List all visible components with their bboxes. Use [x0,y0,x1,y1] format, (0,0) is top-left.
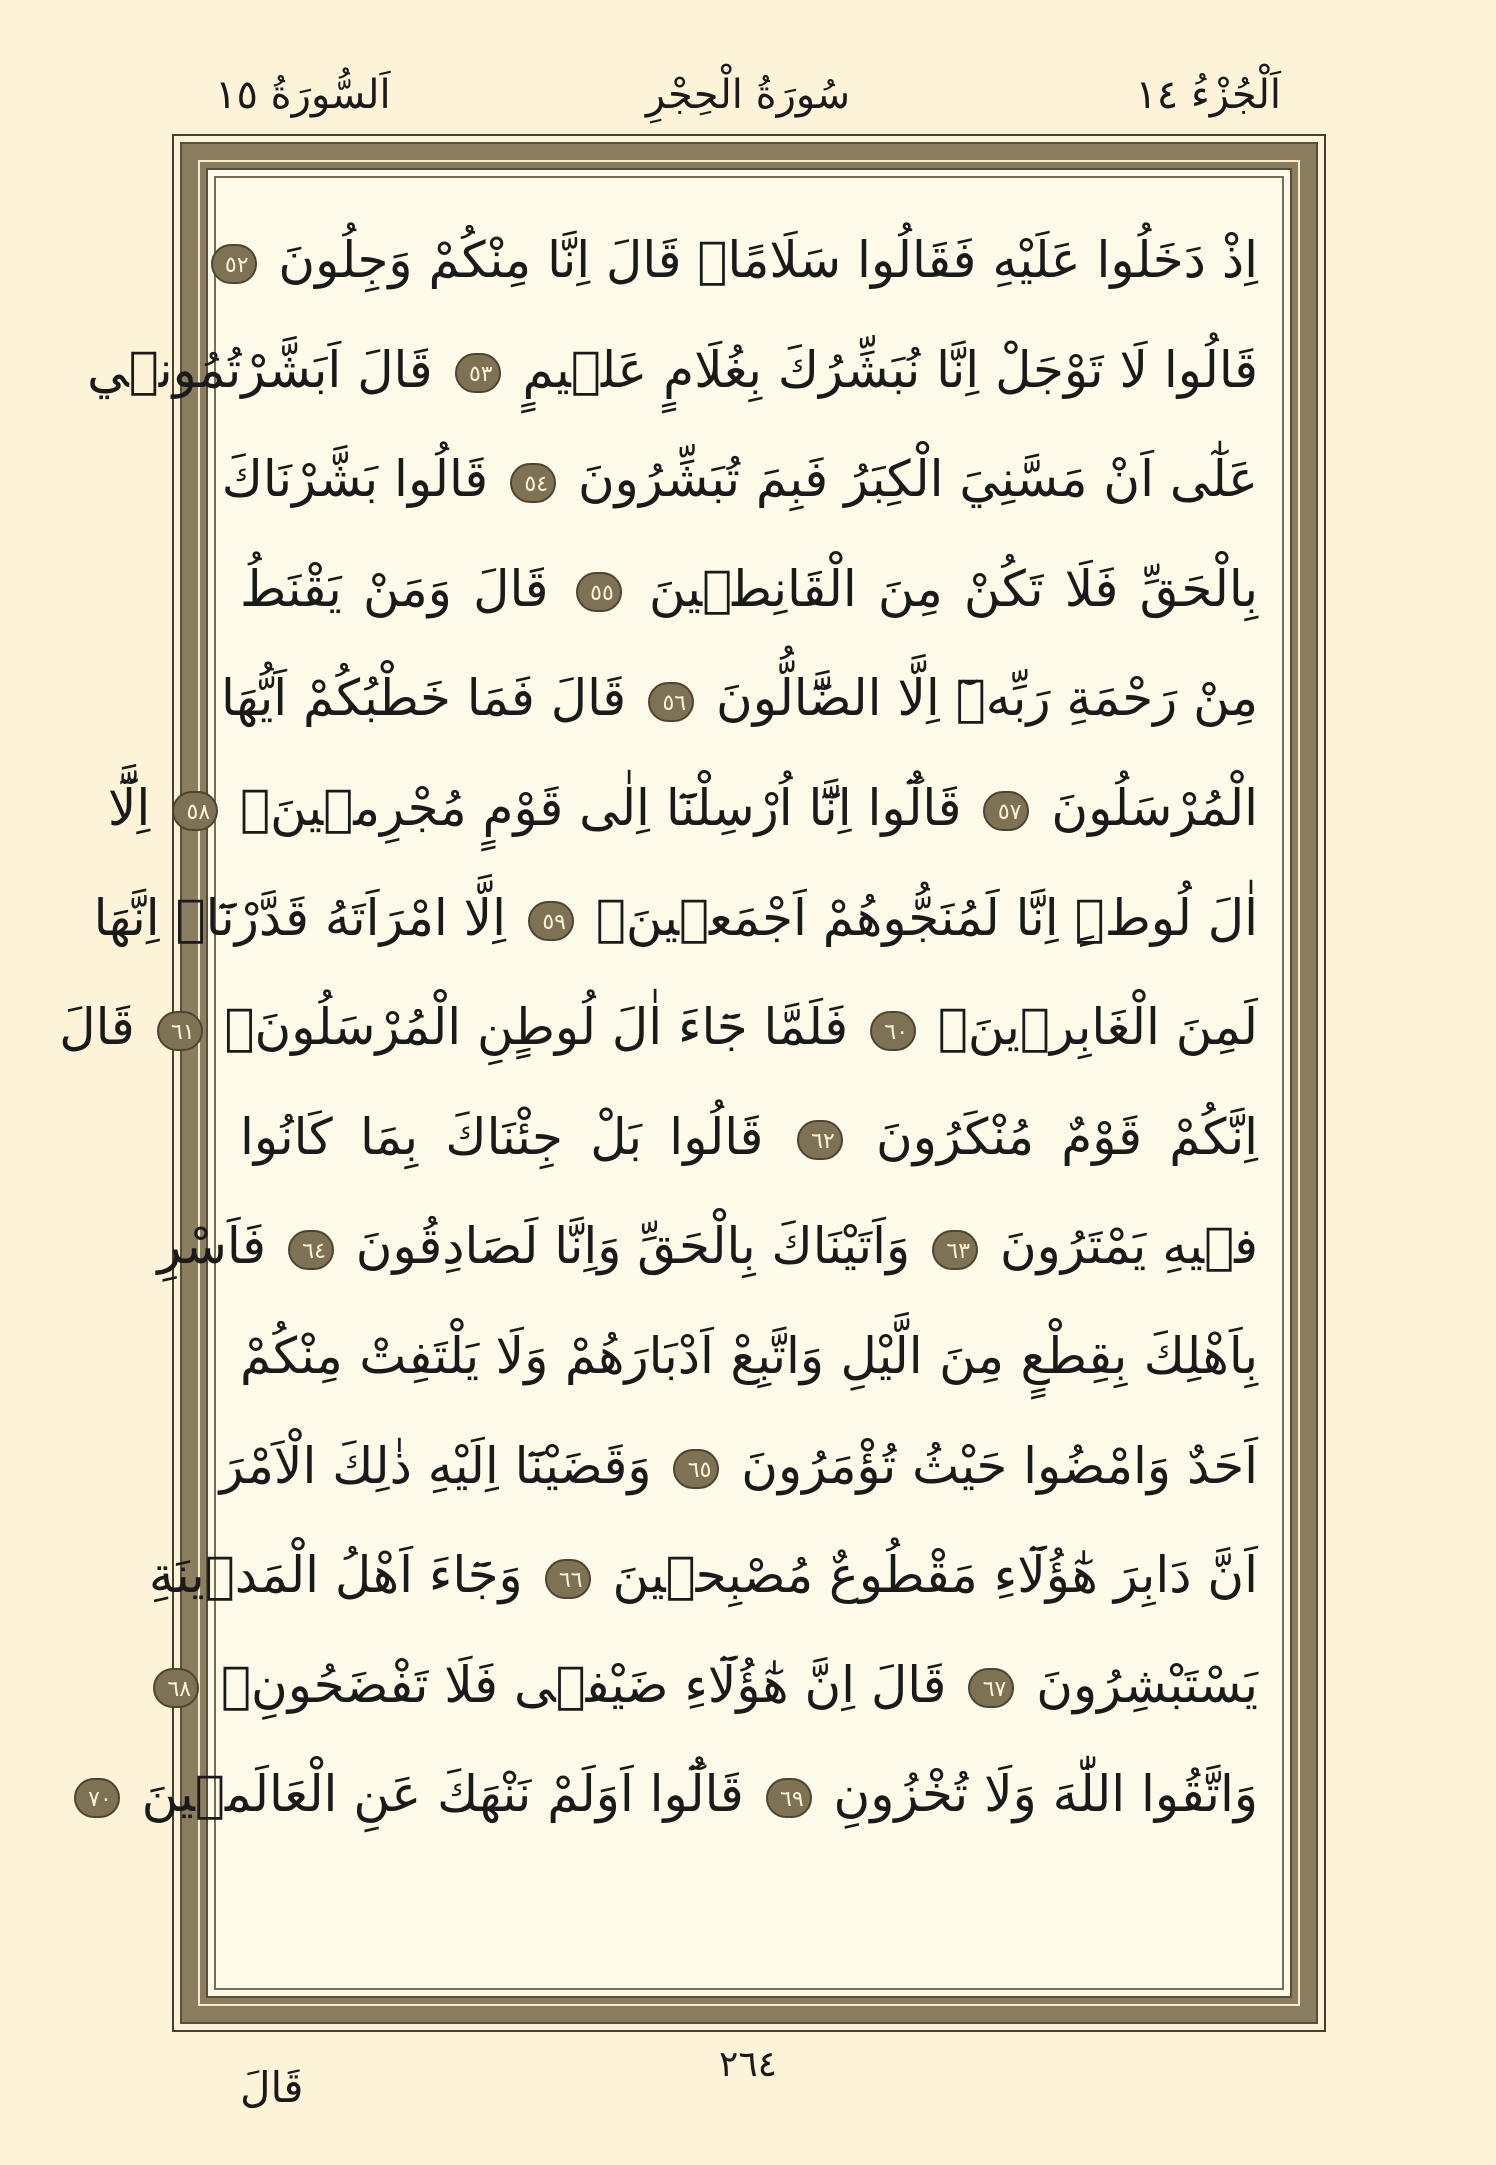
text-line [240,1302,1258,1412]
verse-text: قَالُوا لَا تَوْجَلْ اِنَّا نُبَشِّرُكَ بِغُلَامٍ عَلٖيمٍ [506,340,1258,399]
verse-text: اٰلَ لُوطٍۜ اِنَّا لَمُنَجُّوهُمْ اَجْمَعٖينَۙ [579,888,1258,947]
page-header [0,60,1496,130]
verse-text: فٖيهِ يَمْتَرُونَ [984,1217,1258,1276]
text-line [167,1631,1258,1741]
text-line [240,1083,1258,1193]
verse-number-marker: ٦٥ [673,1449,719,1489]
verse-text: اَنَّ دَابِرَ هٰٓؤُلَٓاءِ مَقْطُوعٌ مُصْبِحٖينَ [596,1546,1258,1605]
verse-text: وَاَتَيْنَاكَ بِالْحَقِّ وَاِنَّا لَصَادِقُونَ [339,1217,911,1276]
verse-text: اِلَّٓا [107,778,151,837]
text-line [224,206,1258,316]
verse-text: الْمُرْسَلُونَ [1035,778,1258,837]
text-line [219,1412,1258,1522]
verse-text: اِنَّكُمْ قَوْمٌ مُنْكَرُونَ [848,1107,1258,1166]
text-line [88,1740,1258,1850]
text-line [87,316,1258,426]
text-line [221,425,1258,535]
verse-text: قَالَ فَمَا خَطْبُكُمْ اَيُّهَا [221,669,627,728]
verse-number-marker: ٦٨ [153,1668,199,1708]
verse-number-marker: ٥٢ [211,244,257,284]
verse-number-marker: ٦١ [157,1011,203,1051]
surah-title: سُورَةُ الْحِجْرِ [645,72,851,118]
catchword: قَالَ [240,2063,304,2112]
verse-text: قَالَ وَمَنْ يَقْنَطُ [240,559,549,618]
verse-text: بِالْحَقِّ فَلَا تَكُنْ مِنَ الْقَانِطٖينَ [627,559,1258,618]
verse-text: قَالُٓوا اَوَلَمْ نَنْهَكَ عَنِ الْعَالَمٖينَ [125,1765,744,1824]
surah-number-label: اَلسُّورَةُ ١٥ [215,72,391,118]
verse-text: قَالُٓوا اِنَّٓا اُرْسِلْنَٓا اِلٰى قَوْمٍ مُجْرِمٖينَۙ [224,778,962,837]
text-line [157,1192,1258,1302]
verse-number-marker: ٥٥ [576,572,622,612]
verse-number-marker: ٧٠ [74,1778,120,1818]
verse-number-marker: ٦٩ [766,1778,812,1818]
verse-text: قَالُوا بَلْ جِئْنَاكَ بِمَا كَانُوا [240,1107,764,1166]
verse-text: عَلٰٓى اَنْ مَسَّنِيَ الْكِبَرُ فَبِمَ تُبَشِّرُونَ [562,450,1258,509]
verse-number-marker: ٥٦ [648,682,694,722]
verse-text: قَالَ [59,998,135,1057]
verse-text: وَجَٓاءَ اَهْلُ الْمَدٖينَةِ [148,1546,523,1605]
verse-text: اِذْ دَخَلُوا عَلَيْهِ فَقَالُوا سَلَامًاۜ قَالَ اِنَّا مِنْكُمْ وَجِلُونَ [262,231,1258,289]
verse-number-marker: ٥٤ [510,463,556,503]
text-line [59,973,1258,1083]
verse-number-marker: ٥٣ [455,353,501,393]
verse-text: قَالُوا بَشَّرْنَاكَ [221,450,489,509]
verse-text: وَاتَّقُوا اللّٰهَ وَلَا تُخْزُونِ [817,1765,1258,1824]
verse-number-marker: ٦٣ [932,1230,978,1270]
verse-text: فَاَسْرِ [157,1217,266,1276]
verse-text: فَلَمَّا جَٓاءَ اٰلَ لُوطٍنِ الْمُرْسَلُونَۙ [208,998,849,1057]
text-line [221,644,1258,754]
verse-text: اَحَدٌ وَامْضُوا حَيْثُ تُؤْمَرُونَ [725,1436,1258,1495]
quran-text-body [59,206,1258,1960]
verse-number-marker: ٥٧ [983,791,1029,831]
verse-text: بِاَهْلِكَ بِقِطْعٍ مِنَ الَّيْلِ وَاتَّبِعْ اَدْبَارَهُمْ وَلَا يَلْتَفِتْ مِنْكُمْ [240,1326,1258,1385]
text-line [93,864,1258,974]
text-line [148,1521,1258,1631]
page-number: ٢٦٤ [718,2044,777,2085]
verse-text: قَالَ اَبَشَّرْتُمُونٖي [87,340,433,399]
verse-text: وَقَضَيْنَٓا اِلَيْهِ ذٰلِكَ الْاَمْرَ [219,1436,652,1495]
verse-text: اِلَّا امْرَاَتَهُ قَدَّرْنَٓاۙ اِنَّهَا [93,888,507,947]
verse-text: يَسْتَبْشِرُونَ [1020,1655,1258,1714]
verse-number-marker: ٥٩ [528,901,574,941]
verse-text: قَالَ اِنَّ هٰٓؤُلَٓاءِ ضَيْفٖى فَلَا تَفْضَحُونِۙ [205,1655,947,1714]
verse-number-marker: ٥٨ [172,791,218,831]
verse-number-marker: ٦٤ [288,1230,334,1270]
verse-text: لَمِنَ الْغَابِرٖينَۚ [922,998,1258,1057]
text-line [240,535,1258,645]
verse-number-marker: ٦٠ [870,1011,916,1051]
verse-text: مِنْ رَحْمَةِ رَبِّهٖٓ اِلَّا الضَّٓالُّونَ [700,669,1258,728]
verse-number-marker: ٦٢ [797,1120,843,1160]
juz-label: اَلْجُزْءُ ١٤ [1135,72,1281,118]
verse-number-marker: ٦٧ [968,1668,1014,1708]
text-line [107,754,1258,864]
verse-number-marker: ٦٦ [545,1559,591,1599]
